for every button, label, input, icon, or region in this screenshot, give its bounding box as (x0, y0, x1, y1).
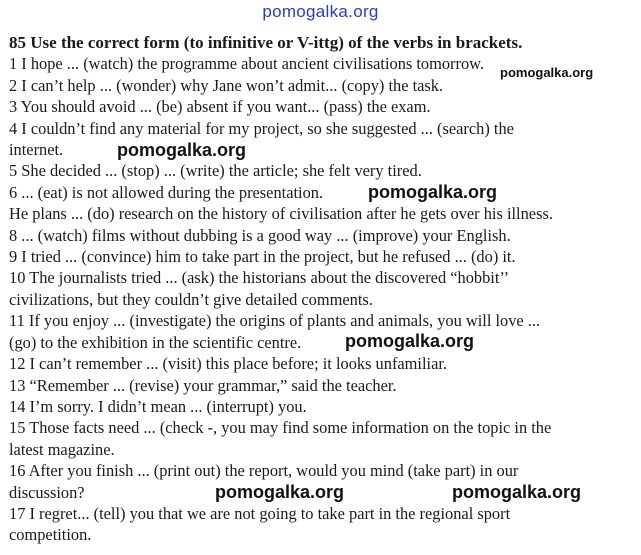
exercise-line: 15 Those facts need ... (check -, you may find some information on the topic in the (9, 418, 552, 438)
exercise-line: 2 I can’t help ... (wonder) why Jane won’t admit... (copy) the task. (9, 75, 444, 95)
exercise-line: 10 The journalists tried ... (ask) the historians about the discovered “hobbit’’ (9, 268, 510, 288)
watermark-text: pomogalka.org (345, 331, 475, 351)
exercise-line: discussion? (9, 482, 85, 502)
watermark-text: pomogalka.org (117, 140, 247, 160)
watermark-text: pomogalka.org (452, 482, 582, 502)
exercise-line: 1 I hope ... (watch) the programme about ancient civilisations tomorrow. (9, 54, 485, 74)
exercise-line: 12 I can’t remember ... (visit) this place before; it looks unfamiliar. (9, 354, 448, 374)
exercise-line: He plans ... (do) research on the history of civilisation after he gets over his illness. (9, 204, 553, 224)
watermark-text: pomogalka.org (215, 482, 345, 502)
exercise-block (9, 32, 633, 546)
exercise-title: 85 Use the correct form (to infinitive or V-ittg) of the verbs in brackets. (9, 33, 523, 52)
exercise-line: (go) to the exhibition in the scientific centre. (9, 332, 302, 352)
exercise-line: 9 I tried ... (convince) him to take part in the project, but he refused ... (do) it. (9, 247, 516, 267)
exercise-line: 3 You should avoid ... (be) absent if you want... (pass) the exam. (9, 97, 431, 117)
exercise-line: internet. (9, 140, 64, 160)
exercise-line: 4 I couldn’t find any material for my project, so she suggested ... (search) the (9, 118, 514, 138)
site-header: pomogalka.org (262, 2, 379, 21)
exercise-line: 14 I’m sorry. I didn’t mean ... (interrupt) you. (9, 396, 307, 416)
exercise-line: competition. (9, 525, 92, 545)
watermark-text: pomogalka.org (500, 65, 594, 80)
exercise-line: 17 I regret... (tell) you that we are not going to take part in the regional sport (9, 503, 511, 523)
exercise-line: 6 ... (eat) is not allowed during the presentation. (9, 182, 324, 202)
exercise-line: 16 After you finish ... (print out) the report, would you mind (take part) in our (9, 461, 519, 481)
exercise-line: 5 She decided ... (stop) ... (write) the article; she felt very tired. (9, 161, 422, 181)
exercise-line: 8 ... (watch) films without dubbing is a good way ... (improve) your English. (9, 225, 511, 245)
exercise-line: latest magazine. (9, 439, 115, 459)
exercise-line: civilizations, but they couldn’t give detailed comments. (9, 289, 373, 309)
exercise-line: 13 “Remember ... (revise) your grammar,” said the teacher. (9, 375, 397, 395)
exercise-line: 11 If you enjoy ... (investigate) the origins of plants and animals, you will love ... (9, 311, 541, 331)
watermark-text: pomogalka.org (368, 182, 498, 202)
